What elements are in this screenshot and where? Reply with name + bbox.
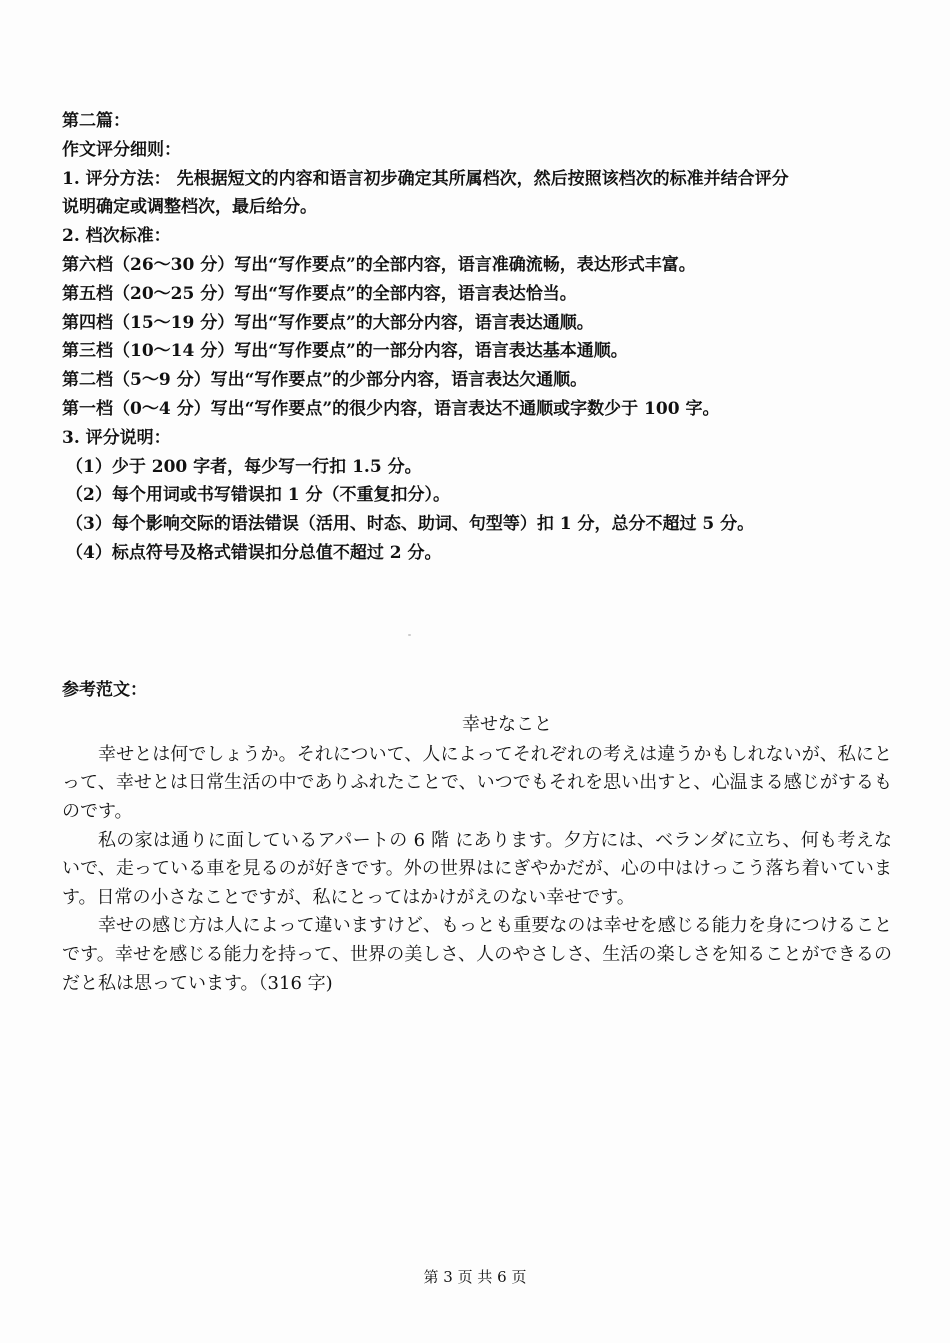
essay-paragraph-1: 幸せとは何でしょうか。それについて、人によってそれぞれの考えは違うかもしれないが、私にとって、幸せとは日常生活の中でありふれたことで、いつでもそれを思い出すと、心温まる感じがするものです。 [62, 743, 892, 822]
essay-title: 幸せなこと [462, 713, 552, 735]
grade-6: 第六档（26～30 分）写出“写作要点”的全部内容，语言准确流畅，表达形式丰富。 [62, 254, 696, 275]
note-3: （3）每个影响交际的语法错误（活用、时态、助词、句型等）扣 1 分，总分不超过 5 分。 [66, 514, 755, 535]
sample-essay-section [62, 676, 892, 998]
part-heading: 第二篇： [62, 111, 130, 131]
note-2: （2）每个用词或书写错误扣 1 分（不重复扣分）。 [66, 485, 450, 506]
page-number-footer: 第 3 页 共 6 页 [423, 1268, 527, 1286]
sample-heading: 参考范文： [62, 680, 147, 700]
essay-paragraph-2: 私の家は通りに面しているアパートの 6 階 にあります。夕方には、ベランダに立ち、何も考えないで、走っている車を見るのが好きです。外の世界はにぎやかだが、心の中はけっこう落ち着いています。日常の小さなことですが、私にとってはかけがえのない幸せです。 [62, 829, 892, 908]
essay-paragraph-3: 幸せの感じ方は人によって違いますけど、もっとも重要なのは幸せを感じる能力を身につけることです。幸せを感じる能力を持って、世界の美しさ、人のやさしさ、生活の楽しさを知ることができるのだと私は思っています。（316 字) [62, 915, 892, 994]
grade-5: 第五档（20～25 分）写出“写作要点”的全部内容，语言表达恰当。 [62, 283, 577, 304]
scoring-method-line-1: 1. 评分方法： 先根据短文的内容和语言初步确定其所属档次，然后按照该档次的标准并结合评分 [62, 168, 789, 189]
scoring-method-line-2: 说明确定或调整档次，最后给分。 [62, 197, 317, 218]
grades-heading: 2. 档次标准： [62, 226, 171, 247]
note-1: （1）少于 200 字者，每少写一行扣 1.5 分。 [66, 456, 422, 477]
grade-3: 第三档（10～14 分）写出“写作要点”的一部分内容，语言表达基本通顺。 [62, 341, 628, 362]
grade-1: 第一档（0～4 分）写出“写作要点”的很少内容，语言表达不通顺或字数少于 100 字。 [62, 398, 720, 419]
scan-speck [408, 634, 411, 636]
scoring-rules-section [62, 107, 892, 568]
rules-heading: 作文评分细则： [62, 139, 181, 160]
grade-2: 第二档（5～9 分）写出“写作要点”的少部分内容，语言表达欠通顺。 [62, 370, 588, 391]
note-4: （4）标点符号及格式错误扣分总值不超过 2 分。 [66, 542, 442, 563]
notes-heading: 3. 评分说明： [62, 427, 171, 448]
grade-4: 第四档（15～19 分）写出“写作要点”的大部分内容，语言表达通顺。 [62, 312, 594, 333]
